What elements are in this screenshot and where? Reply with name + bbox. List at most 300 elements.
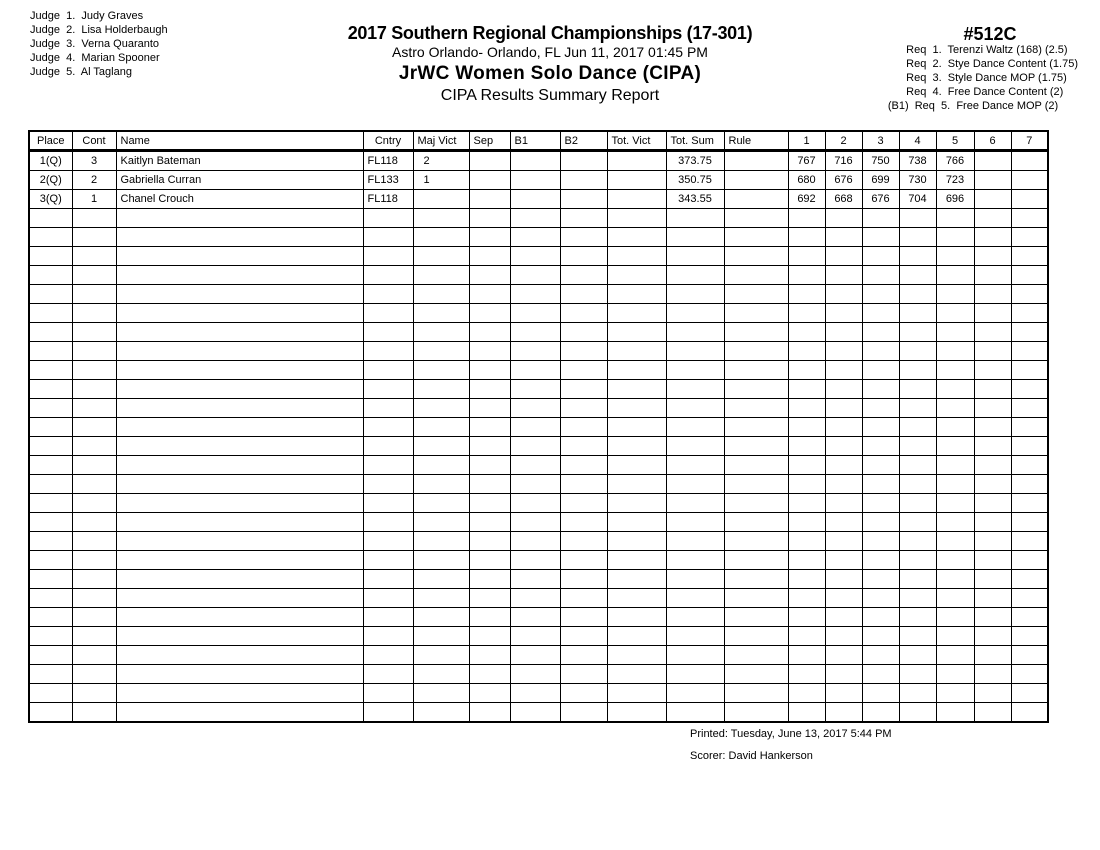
table-cell: [116, 551, 363, 570]
table-cell: [724, 703, 788, 723]
table-cell: [1011, 551, 1048, 570]
table-cell: [560, 228, 607, 247]
table-cell: [560, 570, 607, 589]
table-cell: [724, 494, 788, 513]
table-cell: [72, 589, 116, 608]
table-cell: [724, 418, 788, 437]
table-cell: [607, 570, 666, 589]
table-cell: [72, 627, 116, 646]
table-cell: [724, 266, 788, 285]
table-cell: [469, 665, 510, 684]
table-cell: [72, 551, 116, 570]
table-cell: [72, 285, 116, 304]
column-header: B2: [560, 131, 607, 151]
table-cell: [72, 494, 116, 513]
table-cell: [72, 570, 116, 589]
table-cell: [29, 399, 72, 418]
table-cell: [788, 646, 825, 665]
table-cell: [724, 247, 788, 266]
table-cell: [72, 608, 116, 627]
table-row-empty: [29, 418, 1048, 437]
table-cell: [825, 247, 862, 266]
table-cell: [666, 342, 724, 361]
column-header: B1: [510, 131, 560, 151]
table-row-empty: [29, 494, 1048, 513]
table-cell: [724, 323, 788, 342]
table-cell: [825, 209, 862, 228]
table-cell: [825, 266, 862, 285]
table-cell: [72, 380, 116, 399]
table-cell: [825, 304, 862, 323]
table-cell: [724, 437, 788, 456]
table-cell: [936, 627, 974, 646]
table-cell: [72, 342, 116, 361]
table-cell: [560, 589, 607, 608]
table-cell: [899, 380, 936, 399]
table-cell: [1011, 190, 1048, 209]
table-cell: [788, 513, 825, 532]
table-cell: [607, 532, 666, 551]
table-cell: [560, 380, 607, 399]
table-cell: [666, 247, 724, 266]
table-cell: [510, 437, 560, 456]
table-cell: [469, 247, 510, 266]
table-cell: [1011, 665, 1048, 684]
table-cell: [724, 532, 788, 551]
table-cell: [413, 437, 469, 456]
table-cell: [936, 228, 974, 247]
column-header: 6: [974, 131, 1011, 151]
table-cell: 3: [72, 151, 116, 171]
table-cell: [607, 342, 666, 361]
table-cell: [936, 399, 974, 418]
table-cell: [607, 266, 666, 285]
table-cell: [666, 589, 724, 608]
table-cell: [72, 684, 116, 703]
table-row-empty: [29, 665, 1048, 684]
table-cell: [363, 513, 413, 532]
table-row-empty: [29, 361, 1048, 380]
table-cell: [862, 399, 899, 418]
table-cell: 2: [413, 151, 469, 171]
table-cell: [29, 494, 72, 513]
table-cell: [560, 190, 607, 209]
table-cell: [560, 171, 607, 190]
table-cell: [607, 399, 666, 418]
table-cell: [862, 532, 899, 551]
table-cell: [607, 323, 666, 342]
table-cell: [29, 323, 72, 342]
table-cell: [413, 285, 469, 304]
table-cell: [510, 304, 560, 323]
table-cell: [510, 475, 560, 494]
table-cell: [862, 266, 899, 285]
table-cell: [899, 513, 936, 532]
table-cell: [413, 665, 469, 684]
table-row-empty: [29, 437, 1048, 456]
table-cell: [974, 437, 1011, 456]
requirement-3: Req 3. Style Dance MOP (1.75): [887, 72, 1067, 84]
table-cell: [560, 285, 607, 304]
table-cell: [510, 494, 560, 513]
table-cell: [116, 513, 363, 532]
table-cell: [510, 646, 560, 665]
table-cell: [974, 151, 1011, 171]
table-cell: [974, 475, 1011, 494]
table-cell: [413, 304, 469, 323]
table-cell: [469, 551, 510, 570]
table-cell: [607, 665, 666, 684]
table-cell: [560, 456, 607, 475]
table-cell: [607, 551, 666, 570]
table-cell: [72, 703, 116, 723]
table-cell: [974, 361, 1011, 380]
table-cell: [607, 627, 666, 646]
table-cell: [413, 456, 469, 475]
table-cell: [607, 703, 666, 723]
table-cell: [1011, 456, 1048, 475]
table-cell: [29, 627, 72, 646]
table-cell: [899, 646, 936, 665]
table-cell: [469, 285, 510, 304]
table-cell: [936, 513, 974, 532]
column-header: Tot. Vict: [607, 131, 666, 151]
table-cell: [936, 665, 974, 684]
table-cell: [936, 684, 974, 703]
table-cell: [899, 456, 936, 475]
table-cell: [29, 475, 72, 494]
table-header-row: [29, 131, 1048, 151]
table-cell: Chanel Crouch: [116, 190, 363, 209]
table-cell: [936, 532, 974, 551]
table-cell: [862, 608, 899, 627]
table-row: [29, 151, 1048, 171]
table-cell: [116, 399, 363, 418]
table-cell: [469, 304, 510, 323]
table-cell: [936, 285, 974, 304]
event-number: #512C: [963, 24, 1017, 44]
table-cell: [825, 361, 862, 380]
table-cell: [974, 323, 1011, 342]
table-cell: [666, 266, 724, 285]
table-cell: 1: [413, 171, 469, 190]
table-cell: [724, 627, 788, 646]
table-cell: [1011, 437, 1048, 456]
table-cell: [936, 608, 974, 627]
table-cell: [666, 684, 724, 703]
table-cell: [899, 475, 936, 494]
table-cell: [116, 285, 363, 304]
table-cell: [825, 589, 862, 608]
table-row-empty: [29, 513, 1048, 532]
table-cell: [825, 608, 862, 627]
table-cell: [1011, 684, 1048, 703]
table-cell: [560, 418, 607, 437]
table-cell: [607, 380, 666, 399]
table-cell: [607, 437, 666, 456]
table-cell: [72, 228, 116, 247]
report-title: CIPA Results Summary Report: [440, 87, 660, 104]
table-cell: [29, 285, 72, 304]
venue-date: Astro Orlando- Orlando, FL Jun 11, 2017 01:45 PM: [392, 44, 708, 60]
table-cell: [413, 608, 469, 627]
table-cell: [666, 532, 724, 551]
table-cell: [862, 513, 899, 532]
table-cell: [510, 171, 560, 190]
table-cell: [116, 570, 363, 589]
table-cell: [560, 342, 607, 361]
table-cell: [1011, 608, 1048, 627]
table-cell: [72, 437, 116, 456]
table-cell: [469, 570, 510, 589]
table-cell: [788, 361, 825, 380]
judge-5: Judge 5. Al Taglang: [30, 66, 132, 78]
table-row-empty: [29, 532, 1048, 551]
requirement-5: (B1) Req 5. Free Dance MOP (2): [887, 100, 1059, 112]
table-cell: [510, 151, 560, 171]
table-cell: [116, 475, 363, 494]
table-row-empty: [29, 589, 1048, 608]
table-cell: [788, 209, 825, 228]
table-cell: [974, 418, 1011, 437]
table-cell: [666, 323, 724, 342]
table-cell: [413, 646, 469, 665]
table-cell: 676: [862, 190, 899, 209]
table-cell: [560, 151, 607, 171]
table-cell: [936, 323, 974, 342]
table-cell: [825, 551, 862, 570]
table-cell: [1011, 228, 1048, 247]
table-cell: [510, 361, 560, 380]
table-cell: [936, 570, 974, 589]
table-cell: [862, 228, 899, 247]
table-cell: [666, 418, 724, 437]
table-cell: FL118: [363, 190, 413, 209]
table-cell: [974, 627, 1011, 646]
column-header: Rule: [724, 131, 788, 151]
table-cell: [413, 380, 469, 399]
table-cell: [724, 646, 788, 665]
table-cell: [363, 266, 413, 285]
table-cell: [936, 551, 974, 570]
table-cell: [1011, 513, 1048, 532]
report-header: [300, 22, 800, 106]
table-cell: [72, 665, 116, 684]
table-cell: [788, 418, 825, 437]
table-cell: Kaitlyn Bateman: [116, 151, 363, 171]
table-cell: [560, 646, 607, 665]
table-cell: [560, 684, 607, 703]
table-cell: [607, 418, 666, 437]
table-cell: [510, 285, 560, 304]
table-cell: [607, 190, 666, 209]
table-cell: [666, 285, 724, 304]
table-cell: [825, 437, 862, 456]
table-cell: [724, 589, 788, 608]
table-cell: [666, 665, 724, 684]
table-cell: [413, 532, 469, 551]
table-cell: [974, 703, 1011, 723]
table-cell: [974, 589, 1011, 608]
table-cell: [560, 608, 607, 627]
table-cell: [974, 570, 1011, 589]
table-cell: [899, 228, 936, 247]
table-row-empty: [29, 304, 1048, 323]
table-cell: [72, 418, 116, 437]
table-cell: [607, 608, 666, 627]
table-cell: [825, 627, 862, 646]
table-cell: [72, 323, 116, 342]
table-cell: [666, 494, 724, 513]
table-cell: [788, 266, 825, 285]
table-cell: [607, 209, 666, 228]
table-cell: [363, 342, 413, 361]
table-cell: [862, 627, 899, 646]
table-cell: [116, 209, 363, 228]
column-header: Name: [116, 131, 363, 151]
table-cell: 767: [788, 151, 825, 171]
table-cell: Gabriella Curran: [116, 171, 363, 190]
table-cell: [363, 627, 413, 646]
table-cell: [116, 361, 363, 380]
table-cell: [899, 627, 936, 646]
table-cell: [560, 532, 607, 551]
table-cell: [116, 684, 363, 703]
table-cell: [974, 342, 1011, 361]
table-cell: [560, 513, 607, 532]
table-cell: [825, 323, 862, 342]
table-cell: [607, 171, 666, 190]
table-cell: [974, 228, 1011, 247]
table-cell: [788, 494, 825, 513]
table-cell: [363, 532, 413, 551]
table-cell: [666, 228, 724, 247]
table-cell: [363, 437, 413, 456]
table-cell: [1011, 151, 1048, 171]
table-cell: [116, 627, 363, 646]
table-cell: [974, 608, 1011, 627]
table-cell: 2: [72, 171, 116, 190]
table-cell: [1011, 589, 1048, 608]
table-cell: [29, 589, 72, 608]
table-cell: [1011, 627, 1048, 646]
table-cell: [469, 437, 510, 456]
judge-4: Judge 4. Marian Spooner: [30, 52, 160, 64]
judge-2: Judge 2. Lisa Holderbaugh: [30, 24, 168, 36]
table-cell: [469, 684, 510, 703]
table-cell: [825, 456, 862, 475]
table-cell: [825, 494, 862, 513]
table-cell: [899, 247, 936, 266]
table-cell: [607, 151, 666, 171]
table-cell: [413, 570, 469, 589]
table-row-empty: [29, 684, 1048, 703]
table-cell: [116, 456, 363, 475]
table-cell: [510, 532, 560, 551]
table-cell: [724, 570, 788, 589]
table-cell: [974, 247, 1011, 266]
table-cell: [510, 570, 560, 589]
table-cell: [862, 285, 899, 304]
table-cell: [724, 285, 788, 304]
table-cell: [363, 570, 413, 589]
column-header: 2: [825, 131, 862, 151]
table-cell: [510, 342, 560, 361]
table-cell: [899, 532, 936, 551]
table-cell: [936, 418, 974, 437]
table-cell: [29, 342, 72, 361]
table-cell: [666, 627, 724, 646]
table-cell: [974, 456, 1011, 475]
table-cell: [825, 646, 862, 665]
table-cell: [724, 456, 788, 475]
table-cell: [899, 494, 936, 513]
table-cell: [974, 285, 1011, 304]
table-cell: [724, 342, 788, 361]
table-cell: [936, 646, 974, 665]
table-cell: [72, 209, 116, 228]
table-cell: [363, 228, 413, 247]
table-cell: [29, 665, 72, 684]
column-header: Tot. Sum: [666, 131, 724, 151]
table-cell: [607, 646, 666, 665]
table-cell: [899, 361, 936, 380]
table-row-empty: [29, 456, 1048, 475]
table-cell: [469, 190, 510, 209]
table-cell: [936, 703, 974, 723]
table-cell: [936, 361, 974, 380]
table-row: [29, 190, 1048, 209]
table-cell: 704: [899, 190, 936, 209]
table-cell: [510, 247, 560, 266]
table-cell: [666, 646, 724, 665]
table-cell: [469, 342, 510, 361]
column-header: Place: [29, 131, 72, 151]
table-cell: [469, 151, 510, 171]
column-header: Cont: [72, 131, 116, 151]
table-cell: 750: [862, 151, 899, 171]
table-cell: [899, 323, 936, 342]
table-cell: [788, 665, 825, 684]
table-cell: [413, 684, 469, 703]
table-cell: [862, 247, 899, 266]
table-cell: [724, 190, 788, 209]
table-cell: [1011, 380, 1048, 399]
table-cell: [29, 608, 72, 627]
table-cell: [862, 361, 899, 380]
table-cell: [116, 247, 363, 266]
table-cell: [510, 665, 560, 684]
table-cell: [469, 608, 510, 627]
table-cell: 766: [936, 151, 974, 171]
table-cell: [1011, 304, 1048, 323]
table-cell: [363, 684, 413, 703]
table-row: [29, 171, 1048, 190]
table-cell: [825, 570, 862, 589]
table-cell: 680: [788, 171, 825, 190]
table-cell: [936, 304, 974, 323]
table-cell: [899, 209, 936, 228]
table-cell: [724, 608, 788, 627]
table-cell: [469, 532, 510, 551]
table-cell: [825, 703, 862, 723]
table-cell: [413, 703, 469, 723]
table-cell: [607, 589, 666, 608]
table-cell: [363, 323, 413, 342]
table-cell: [788, 304, 825, 323]
table-row-empty: [29, 703, 1048, 723]
table-cell: [1011, 361, 1048, 380]
